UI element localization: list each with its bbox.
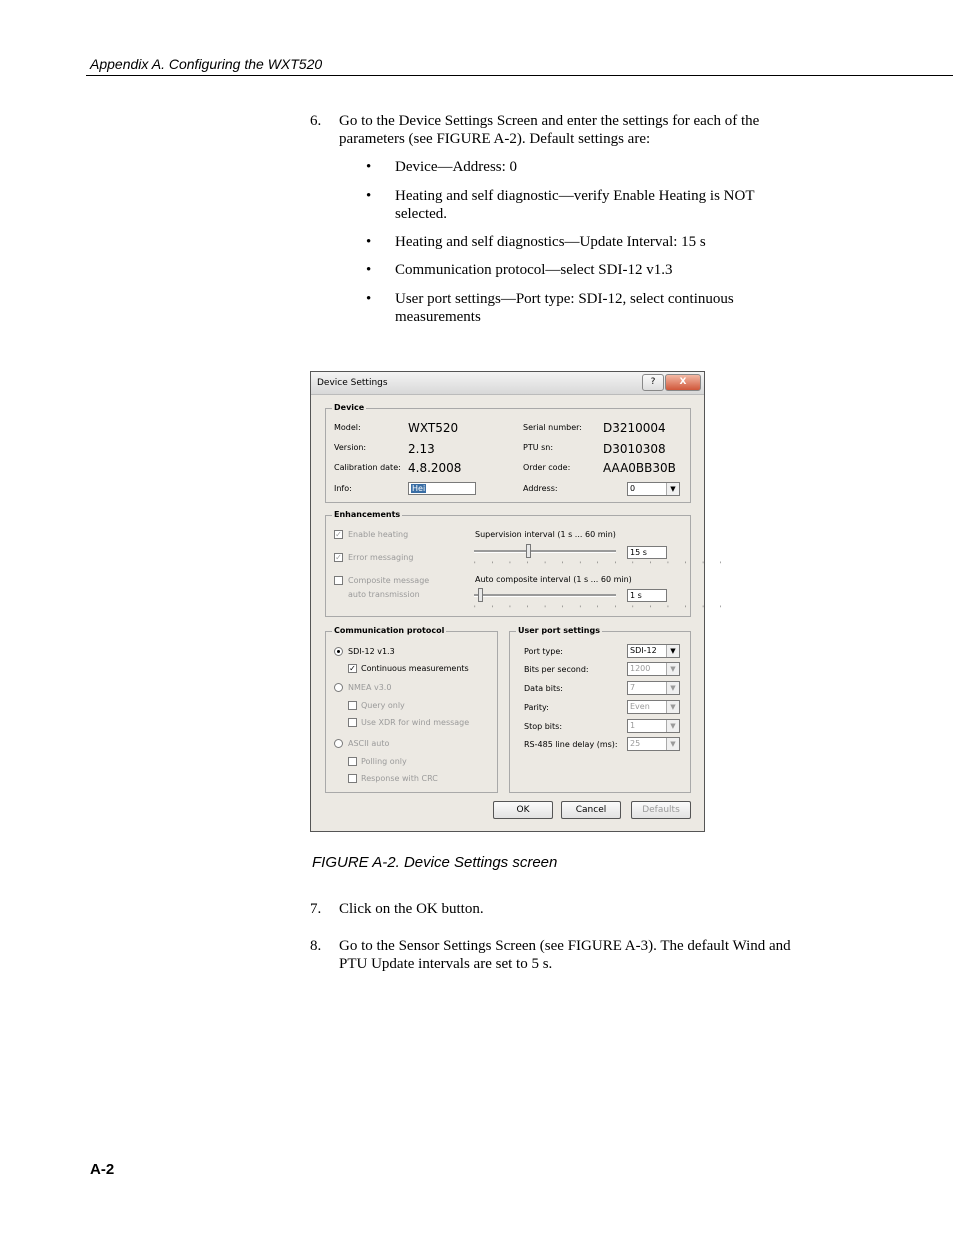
group-label: Communication protocol: [334, 626, 445, 635]
info-label: Info:: [334, 484, 352, 493]
bullet-dot: •: [366, 159, 372, 175]
polling-only-label: Polling only: [361, 757, 407, 766]
header-rule: [86, 75, 953, 76]
model-value: WXT520: [408, 421, 459, 435]
error-messaging-checkbox[interactable]: ✓: [335, 553, 342, 562]
use-xdr-label: Use XDR for wind message: [361, 718, 470, 727]
nmea-label: NMEA v3.0: [348, 683, 392, 692]
error-messaging-label: Error messaging: [348, 553, 414, 562]
sdi12-radio[interactable]: [334, 647, 343, 656]
page-number: A-2: [90, 1161, 115, 1178]
parity-label: Parity:: [524, 703, 549, 712]
address-label: Address:: [523, 484, 558, 493]
rs485-delay-label: RS-485 line delay (ms):: [524, 740, 618, 749]
version-value: 2.13: [408, 442, 435, 456]
response-crc-checkbox[interactable]: [348, 774, 357, 783]
page-header-title: Appendix A. Configuring the WXT520: [90, 56, 323, 72]
address-select[interactable]: [627, 482, 680, 496]
slider-thumb[interactable]: [478, 588, 483, 602]
chevron-down-icon: ▼: [666, 701, 679, 713]
bullet-text: Heating and self diagnostics—Update Interval: 15 s: [395, 234, 706, 250]
bullet-dot: •: [366, 291, 372, 307]
order-value: AAA0BB30B: [603, 461, 676, 475]
auto-composite-input[interactable]: 1 s: [627, 589, 667, 602]
data-bits-value: 7: [630, 683, 636, 692]
data-bits-label: Data bits:: [524, 684, 563, 693]
bullet-text: Communication protocol—select SDI-12 v1.3: [395, 262, 673, 278]
continuous-measurements-checkbox[interactable]: ✓: [349, 664, 356, 673]
address-value: 0: [630, 484, 636, 493]
use-xdr-checkbox[interactable]: [348, 718, 357, 727]
group-label: User port settings: [518, 626, 600, 635]
serial-label: Serial number:: [523, 423, 582, 432]
slider-thumb[interactable]: [526, 544, 531, 558]
step-number: 6.: [310, 113, 322, 129]
data-bits-select[interactable]: [627, 681, 680, 695]
enable-heating-label: Enable heating: [348, 530, 409, 539]
calibration-value: 4.8.2008: [408, 461, 462, 475]
serial-value: D3210004: [603, 421, 666, 435]
cancel-button[interactable]: Cancel: [561, 801, 621, 819]
auto-transmission-label: auto transmission: [348, 590, 420, 599]
query-only-label: Query only: [361, 701, 405, 710]
supervision-input[interactable]: 15 s: [627, 546, 667, 559]
slider-ticks: ' ' ' ' ' ' ' ' ' ' ' ' ' ' ': [474, 605, 729, 612]
dialog-title: Device Settings: [317, 378, 388, 388]
step-text: Go to the Sensor Settings Screen (see FIGURE A-3). The default Wind and PTU Update intervals are set to 5 s.: [339, 938, 791, 972]
rs485-delay-select[interactable]: [627, 737, 680, 751]
close-button[interactable]: X: [665, 374, 701, 391]
communication-protocol-group: [325, 626, 498, 793]
step-number: 8.: [310, 938, 322, 954]
bullet-dot: •: [366, 188, 372, 204]
slider-ticks: ' ' ' ' ' ' ' ' ' ' ' ' ' ' ': [474, 561, 729, 568]
stop-bits-value: 1: [630, 721, 636, 730]
model-label: Model:: [334, 423, 361, 432]
dialog-titlebar: [311, 372, 704, 395]
ptu-label: PTU sn:: [523, 443, 554, 452]
info-value: Hei: [412, 484, 426, 493]
info-input[interactable]: [408, 482, 476, 495]
supervision-interval-label: Supervision interval (1 s ... 60 min): [475, 530, 616, 539]
parity-value: Even: [630, 702, 650, 711]
bullet-text: User port settings—Port type: SDI-12, select continuous measurements: [395, 291, 734, 325]
ascii-auto-radio[interactable]: [334, 739, 343, 748]
composite-message-checkbox[interactable]: [334, 576, 343, 585]
auto-composite-label: Auto composite interval (1 s ... 60 min): [475, 575, 632, 584]
composite-message-label: Composite message: [348, 576, 430, 585]
bps-select[interactable]: [627, 662, 680, 676]
step-text: Go to the Device Settings Screen and enter the settings for each of the parameters (see FIGURE A-2). Default settings are:: [339, 113, 760, 147]
step-number: 7.: [310, 901, 322, 917]
step-text: Click on the OK button.: [339, 901, 484, 917]
chevron-down-icon: ▼: [666, 645, 679, 657]
ok-button[interactable]: OK: [493, 801, 553, 819]
stop-bits-label: Stop bits:: [524, 722, 563, 731]
defaults-button[interactable]: Defaults: [631, 801, 691, 819]
bullet-text: Heating and self diagnostic—verify Enable Heating is NOT selected.: [395, 188, 755, 222]
chevron-down-icon: ▼: [666, 483, 679, 495]
parity-select[interactable]: [627, 700, 680, 714]
chevron-down-icon: ▼: [666, 720, 679, 732]
response-crc-label: Response with CRC: [361, 774, 438, 783]
port-type-select[interactable]: [627, 644, 680, 658]
ascii-auto-label: ASCII auto: [348, 739, 390, 748]
device-settings-dialog: [310, 371, 729, 832]
bps-value: 1200: [630, 664, 651, 673]
version-label: Version:: [334, 443, 367, 452]
help-button[interactable]: ?: [642, 374, 664, 391]
group-label: Device: [334, 403, 365, 412]
bullet-dot: •: [366, 262, 372, 278]
continuous-measurements-label: Continuous measurements: [361, 664, 469, 673]
rs485-delay-value: 25: [630, 739, 641, 748]
port-type-label: Port type:: [524, 647, 563, 656]
sdi12-label: SDI-12 v1.3: [348, 647, 395, 656]
stop-bits-select[interactable]: [627, 719, 680, 733]
nmea-radio[interactable]: [334, 683, 343, 692]
port-type-value: SDI-12: [630, 646, 657, 655]
calibration-label: Calibration date:: [334, 463, 401, 472]
order-label: Order code:: [523, 463, 571, 472]
polling-only-checkbox[interactable]: [348, 757, 357, 766]
figure-caption: FIGURE A-2. Device Settings screen: [312, 854, 558, 871]
enhancements-group: [325, 510, 729, 617]
bullet-dot: •: [366, 234, 372, 250]
ptu-value: D3010308: [603, 442, 666, 456]
chevron-down-icon: ▼: [666, 682, 679, 694]
bps-label: Bits per second:: [524, 665, 589, 674]
group-label: Enhancements: [334, 510, 401, 519]
query-only-checkbox[interactable]: [348, 701, 357, 710]
chevron-down-icon: ▼: [666, 738, 679, 750]
device-group: [325, 403, 691, 503]
user-port-settings-group: [509, 626, 691, 793]
enable-heating-checkbox[interactable]: ✓: [335, 530, 342, 539]
bullet-text: Device—Address: 0: [395, 159, 518, 175]
chevron-down-icon: ▼: [666, 663, 679, 675]
